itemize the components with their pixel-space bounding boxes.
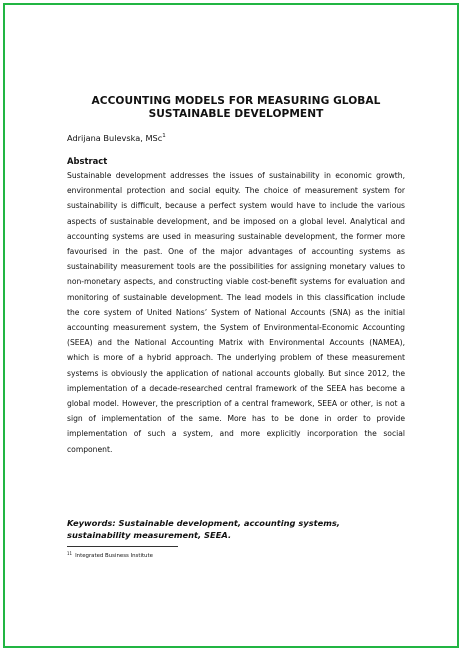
document-page: [3, 3, 459, 648]
keywords: Keywords: Sustainable development, accounting systems, sustainability measurement, SEEA.: [67, 518, 340, 540]
author-footnote-mark: 1: [162, 133, 166, 139]
abstract-text: Sustainable development addresses the issues of sustainability in economic growth, environmental protection and social equity. The choice of measurement system for sustainability is difficult, because a perfect system would have to include the various aspects of sustainable development, and be imposed on a global level. Analytical and accounting systems are used in measuring sustainable development, the former more favourised in the past. One of the major advantages of accounting systems as sustainability measurement tools are the possibilities for assigning monetary values to non-monetary aspects, and constructing viable cost-benefit systems for evaluation and monitoring of sustainable development. The lead models in this classification include the core system of United Nations’ System of National Accounts (SNA) as the initial accounting measurement system, the System of Environmental-Economic Accounting (SEEA) and the National Accounting Matrix with Environmental Accounts (NAMEA), which is more of a hybrid approach. The underlying problem of these measurement systems is obviously the application of national accounts globally. But since 2012, the implementation of a decade-researched central framework of the SEEA has become a global model. However, the prescription of a central framework, SEEA or other, is not a sign of implementation of the same. More has to be done in order to provide implementation of such a system, and more explicitly incorporation the social component.: [67, 171, 405, 454]
abstract-heading: Abstract: [67, 156, 108, 166]
footnote-text: Integrated Business Institute: [75, 553, 153, 559]
footnote-mark: 11: [67, 551, 73, 556]
footnote: [67, 552, 153, 560]
footnote-divider: [67, 546, 178, 547]
author-name: Adrijana Bulevska, MSc: [67, 133, 163, 143]
paper-title: ACCOUNTING MODELS FOR MEASURING GLOBAL SUSTAINABLE DEVELOPMENT: [91, 95, 381, 120]
author-line: [67, 133, 405, 144]
paper-body: [67, 95, 405, 457]
